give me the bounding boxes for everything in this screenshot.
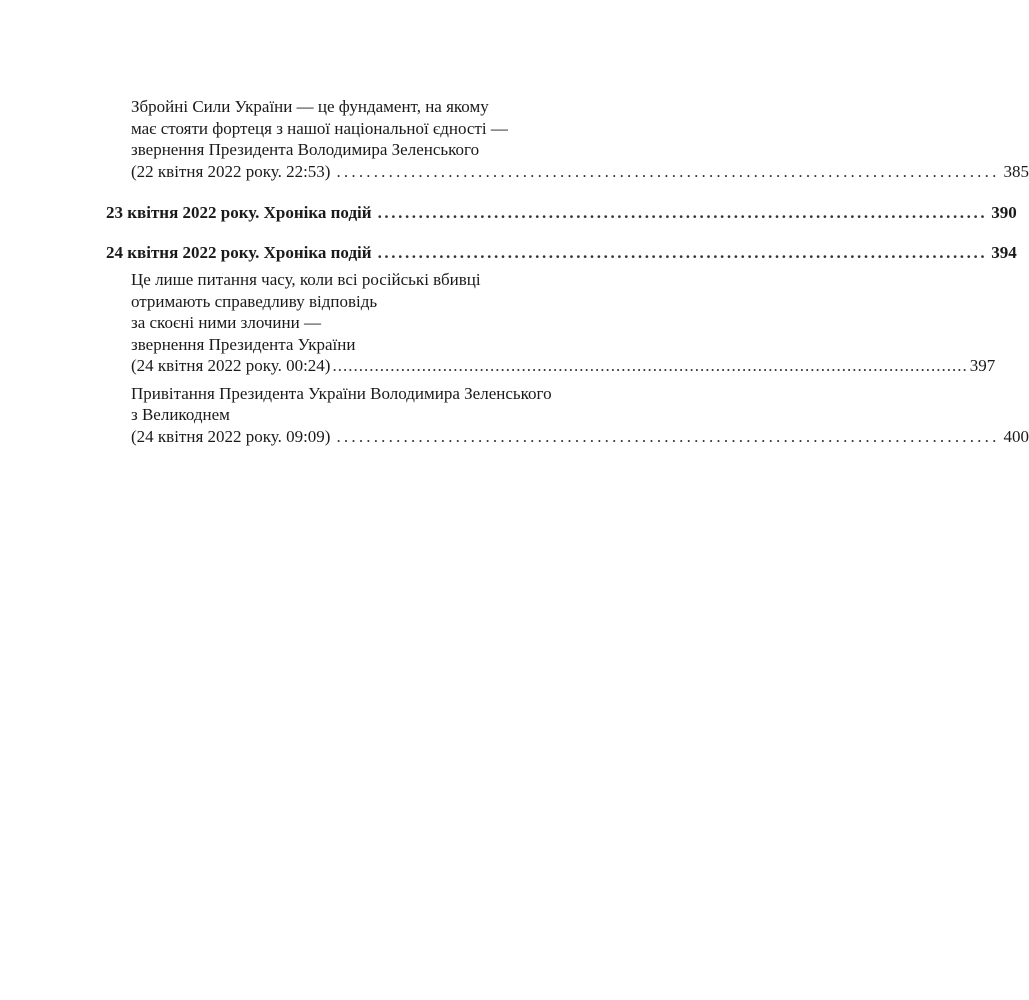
- toc-entry-date-line: [131, 161, 1029, 183]
- toc-entry-date-line: [131, 426, 1029, 448]
- toc-entry-date: (24 квітня 2022 року. 09:09): [131, 426, 331, 446]
- toc-chapter-line: [106, 242, 1017, 264]
- toc-chapter-title: 24 квітня 2022 року. Хроніка подій: [106, 242, 372, 262]
- toc-entry-title-line: Збройні Сили України — це фундамент, на якому: [131, 97, 489, 116]
- toc-entry-title-line: Це лише питання часу, коли всі російські вбивці: [131, 270, 481, 289]
- toc-entry-title-line: звернення Президента України: [131, 334, 356, 354]
- toc-page-number: 397: [969, 356, 996, 375]
- toc-entry-date: (22 квітня 2022 року. 22:53): [131, 161, 331, 181]
- toc-entry-title-line: з Великоднем: [131, 405, 230, 424]
- toc-entry-date: (24 квітня 2022 року. 00:24): [131, 356, 331, 375]
- dot-leader: .........................................................................................: [336, 161, 1000, 181]
- dot-leader: .........................................................................................: [336, 426, 1000, 446]
- dot-leader: .........................................................................................: [377, 203, 988, 222]
- toc-entry-title-line: звернення Президента Володимира Зеленського: [131, 140, 480, 159]
- toc-chapter-april-23[interactable]: [106, 202, 1017, 224]
- toc-page-number: 400: [1003, 426, 1029, 446]
- toc-chapter-april-24[interactable]: [106, 242, 1017, 264]
- toc-page-number: 394: [991, 242, 1017, 262]
- dot-leader: .........................................................................................................................: [332, 356, 968, 375]
- toc-chapter-title: 23 квітня 2022 року. Хроніка подій: [106, 203, 372, 222]
- toc-page-number: 390: [991, 203, 1017, 222]
- toc-entry-title-line: має стояти фортеця з нашої національної єдності —: [131, 118, 508, 138]
- toc-entry-armed-forces-address[interactable]: [106, 96, 1029, 182]
- toc-entry-title-line: за скоєні ними злочини —: [131, 313, 321, 332]
- toc-entry-title-line: отримають справедливу відповідь: [131, 291, 378, 311]
- table-of-contents: [106, 96, 1029, 447]
- dot-leader: .........................................................................................: [377, 242, 988, 262]
- toc-page-number: 385: [1003, 161, 1029, 181]
- toc-entry-justice-address[interactable]: [106, 269, 996, 377]
- toc-entry-date-line: [131, 355, 996, 377]
- toc-chapter-line: [106, 202, 1017, 224]
- toc-entry-title-line: Привітання Президента України Володимира Зеленського: [131, 383, 552, 403]
- toc-entry-easter-greeting[interactable]: [106, 383, 1029, 448]
